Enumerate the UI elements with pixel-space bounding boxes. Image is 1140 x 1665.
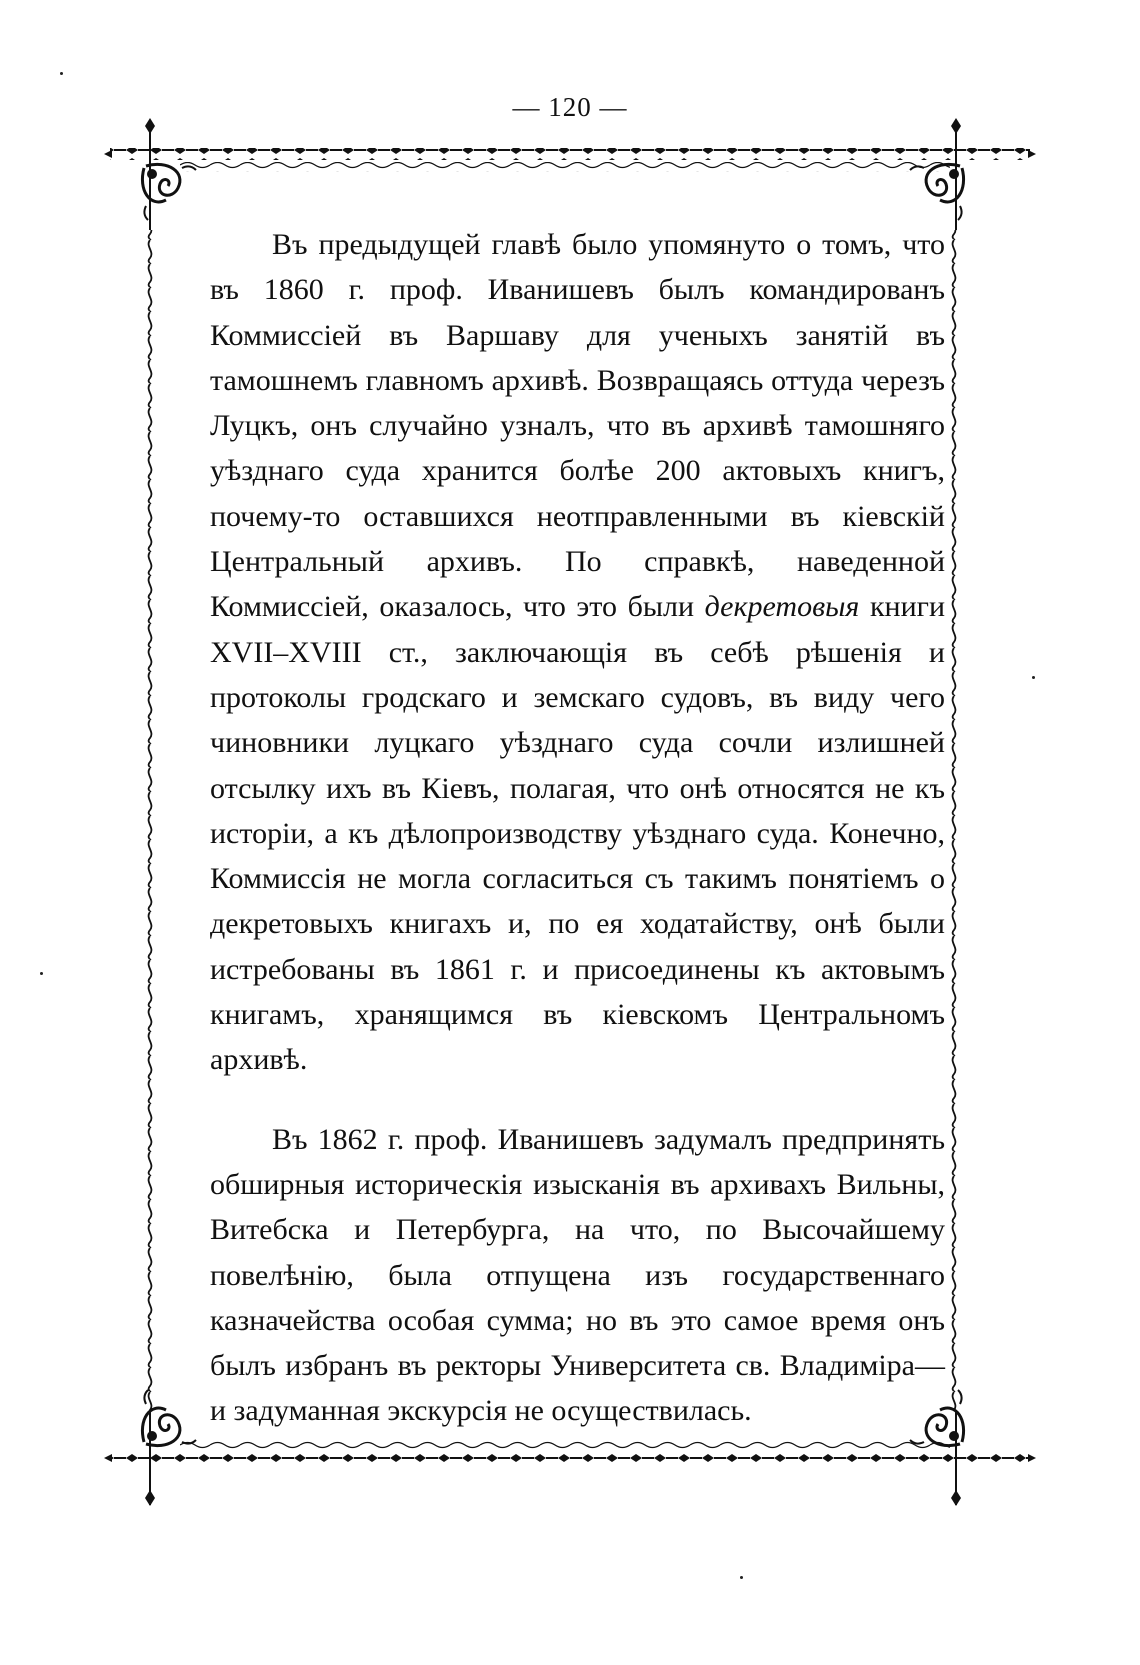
scan-speck (60, 72, 63, 75)
paragraph-1-part-1: Въ предыдущей главѣ было упомянуто о томъ, что въ 1860 г. проф. Иванишевъ былъ командированъ Коммиссіей въ Варшаву для ученыхъ занятій въ тамошнемъ главномъ архивѣ. Возвращаясь оттуда черезъ Луцкъ, онъ случайно узналъ, что въ архивѣ тамошняго уѣзднаго суда хранится болѣе 200 актовыхъ книгъ, почему-то оставшихся неотправленными въ кіевскій Центральный архивъ. По справкѣ, наведенной Коммиссіей, оказалось, что это были (210, 228, 945, 624)
bottom-border-chain (110, 1452, 1030, 1464)
paragraph-1 (210, 222, 945, 1083)
page-number: — 120 — (512, 92, 628, 122)
body-text (210, 222, 945, 1434)
scan-speck (40, 972, 43, 975)
scan-speck (740, 1576, 743, 1579)
bottom-border-wave (180, 1440, 950, 1450)
left-border-zigzag (144, 230, 156, 1410)
paragraph-2: Въ 1862 г. проф. Иванишевъ задумалъ предпринять обширныя историческія изысканія въ архивахъ Вильны, Витебска и Петербурга, на что, по Высочайшему повелѣнію, была отпущена изъ государственнаго казначейства особая сумма; но въ это самое время онъ былъ избранъ въ ректоры Университета св. Владиміра— и задуманная экскурсія не осуществилась. (210, 1122, 945, 1428)
paragraph-1-italic-term: декретовыя (704, 590, 860, 624)
scan-speck (1032, 676, 1035, 679)
top-border-chain (110, 148, 1030, 160)
right-border-zigzag (950, 230, 962, 1410)
paragraph-1-part-2: книги XVII–XVIII ст., заключающія въ себѣ рѣшенія и протоколы гродскаго и земскаго судовъ, въ виду чего чиновники луцкаго уѣзднаго суда сочли излишней отсылку ихъ въ Кіевъ, полагая, что онѣ относятся не къ исторіи, а къ дѣлопроизводству уѣзднаго суда. Конечно, Коммиссія не могла согласиться съ такимъ понятіемъ о декретовыхъ книгахъ и, по ея ходатайству, онѣ были истребованы въ 1861 г. и присоединены къ актовымъ книгамъ, хранящимся въ кіевскомъ Центральномъ архивѣ. (210, 590, 945, 1077)
top-border-wave (180, 162, 950, 172)
